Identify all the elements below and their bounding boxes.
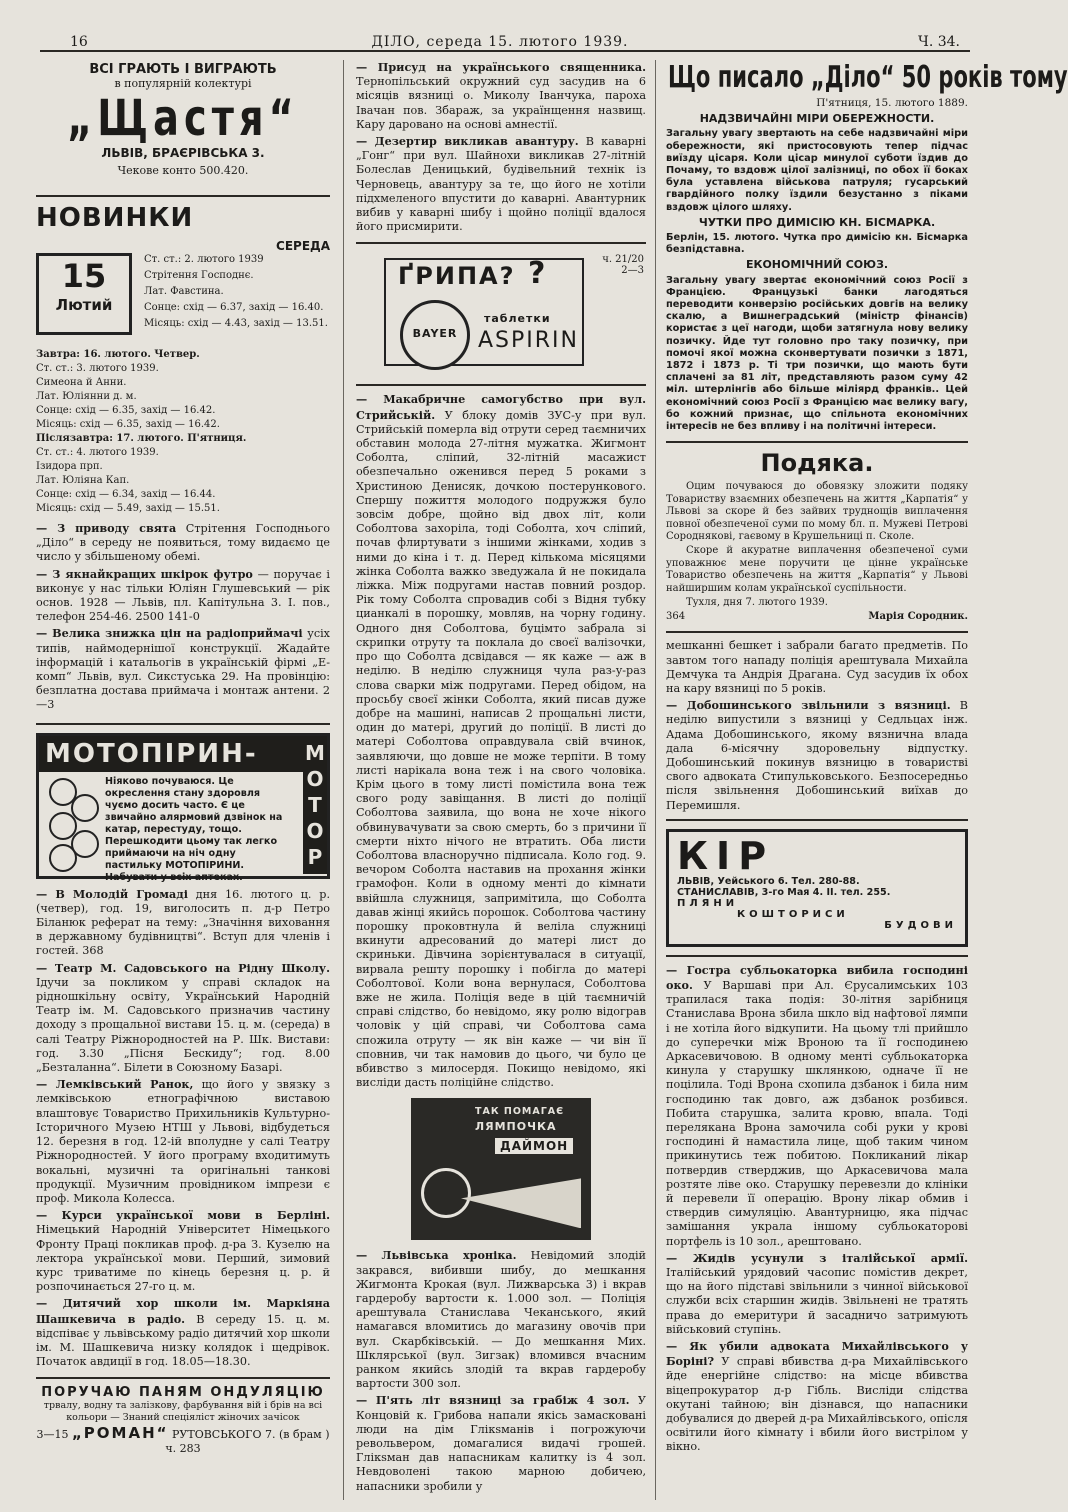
- column-3: [666, 60, 1068, 1500]
- news-headline: — Макабричне самогубство при вул. Стрийській.: [356, 392, 646, 422]
- news-headline: — Присуд на українського священника.: [356, 60, 646, 74]
- news-headline: — Добошинського звільнили з вязниці.: [666, 698, 951, 713]
- calendar-line: Сонце: схід — 6.37, захід — 16.40.: [144, 302, 324, 313]
- news-body: — поручає і виконує у нас тільки Юліян Глушевський — рік основ. 1928 — Львів, пл. Капітульна 3. І. пов., телефон 254-46.: [36, 567, 331, 624]
- ad-address: ЛЬВІВ, БРАЄРІВСЬКА 3.: [101, 146, 265, 160]
- ad-line: КОШТОРИСИ: [737, 908, 849, 920]
- news-body: Італійський урядовий часопис помістив декрет, що на його підставі звільнили з чинної військової служби всіх старшин жидів. Звільнені не тратять права до емеритури й засадничо затримують військовий ступінь.: [666, 1266, 968, 1336]
- page-header: [30, 30, 970, 52]
- news-body: дня 16. лютого ц. р. (четвер), год. 19, виголосить п. д-р Петро Біланюк реферат на тему: „Значіння виховання в державному будівництві“. Вступ для членів і гостей.: [36, 887, 330, 958]
- calendar-weekday: СЕРЕДА: [276, 239, 330, 253]
- ad-address: ЛЬВІВ, Уейського 6. Тел. 280-88.: [677, 875, 860, 887]
- calendar-line: Післязавтра: 17. лютого. П'ятниця.: [36, 433, 247, 444]
- calendar-block: [36, 239, 330, 335]
- signature-text: Марія Сородник.: [868, 611, 968, 623]
- bicycle-icon: [421, 1168, 471, 1218]
- ad-line: ПЛЯНИ: [677, 897, 739, 909]
- calendar-tomorrow: [36, 349, 330, 431]
- ad-address: РУТОВСЬКОГО 7.: [172, 1428, 276, 1442]
- ad-kir: [666, 829, 968, 947]
- news-body: Загальну увагу звертає економічний союз Росії з Францією. Французькі банки лагодяться переводити конверзію російських довгів на велику скалю, а Вишнеградський (міністр фінансів) користає з цеї нагоди, щоби затягнула нову велику позичку. Йде тут головно про таку позичку, при помочі якої можна сконвертувати позички з 1871, 1872 і 1873 р. Ті три позички, що мають бути сплачені за 81 літ, представляють разом суму 42 міл. штерлінгів або більше міліярд франків.. Цей економічний союз Росії з Францією має велику вагу, бо кожний признає, що спільнота економічних інтересів не без впливу і на політичні інтереси.: [666, 274, 968, 433]
- ad-side: МОТОР: [303, 736, 327, 874]
- calendar-line: Ст. ст.: 3. лютого 1939.: [36, 363, 159, 374]
- divider: [666, 819, 968, 821]
- calendar-line: Лат. Юліяна Кап.: [36, 475, 130, 486]
- news-body: У справі вбивства д-ра Михайлівського йде енергійне слідство: на місце вбивства віцепрокуратор д-р Гібль. Висліди слідства окутані тайною; він дізнався, що напасники добувалися до дверей д-ра Михайлівського, опісля освітили його кімнату і вбили його вистрілом у вікно.: [666, 1355, 968, 1454]
- news-body: Невідомий злодій закрався, вибивши шибу, до мешкання Жигмонта Крокая (вул. Лижварська 3) і вкрав гардеробу вартости к. 1.000 зол. — Поліція арештувала Станислава Чеканського, який намагався вломитись до магазину овочів при вул. Скарбківській. — До мешкання Мих. Шклярської (вул. Зигзак) вломився вчасним ранком якийсь злодій та вкрав гардеробу вартости 300 зол.: [356, 1249, 646, 1391]
- divider: [356, 242, 646, 244]
- ad-roman: [36, 1385, 330, 1455]
- calendar-line: Місяць: схід — 4.43, захід — 13.51.: [144, 318, 328, 329]
- calendar-month: Лютий: [55, 296, 113, 314]
- news-item: [36, 521, 330, 713]
- calendar-line: Завтра: 16. лютого. Четвер.: [36, 349, 200, 360]
- news-body: Німецький Народній Університет Німецького Фронту Праці покликав проф. д-ра З. Кузелю на лектора української мови. Перший, зимовий курс триватиме по кінець березня ц. р. й розпочинається 27-го ц. м.: [36, 1223, 330, 1294]
- calendar-line: Лат. Юліянни д. м.: [36, 391, 137, 402]
- news-item: [36, 887, 330, 1370]
- bayer-cross-icon: [400, 300, 470, 370]
- ad-headline: ҐРИПА?: [398, 262, 516, 291]
- news-headline: — Гостра субльокаторка вибила господині око.: [666, 962, 968, 992]
- divider: [36, 723, 330, 725]
- subhead: ЕКОНОМІЧНИЙ СОЮЗ.: [745, 258, 889, 272]
- ad-account: Чекове конто 500.420.: [117, 164, 249, 177]
- calendar-line: Симеона й Анни.: [36, 377, 127, 388]
- ad-line: БУДОВИ: [884, 919, 957, 931]
- column-divider: [343, 60, 344, 1500]
- subhead: ЧУТКИ ПРО ДИМІСІЮ КН. БІСМАРКА.: [698, 215, 936, 229]
- ad-subtitle: таблетки: [484, 312, 551, 326]
- ad-line: ТАК ПОМАГАЄ: [475, 1106, 565, 1118]
- ad-shchastia: [36, 62, 330, 177]
- ad-code: 2—3: [36, 684, 330, 712]
- masthead: ДІЛО, середа 15. лютого 1939.: [371, 34, 629, 50]
- calendar-after: [36, 433, 330, 515]
- ad-brand: МОТОПІРИН-: [39, 736, 327, 772]
- divider: [666, 631, 968, 633]
- calendar-line: Ст. ст.: 4. лютого 1939.: [36, 447, 159, 458]
- calendar-line: Сонце: схід — 6.34, захід — 16.44.: [36, 489, 216, 500]
- ad-code: ч. 21/20: [602, 254, 644, 266]
- news-headline: — Дезертир викликав авантуру.: [356, 134, 579, 149]
- calendar-date-box: [36, 253, 132, 335]
- ad-code: 364: [666, 611, 686, 623]
- news-body: Оцим почуваюся до обовязку зложити подяку Товариству взаємних обезпечень на життя „Карпатія“ у Львові за скоре й без зайвих труднощів виплачення повної обезпеченої суми по мому бл. п. Мужеві Петрові Сороднякові, гаєвому в Крушельниці п. Сколе.: [666, 481, 968, 542]
- news-headline: — З приводу свята: [36, 521, 177, 535]
- calendar-day: 15: [61, 257, 107, 295]
- news-body: Берлін, 15. лютого. Чутка про димісію кн. Бісмарка безпідставна.: [666, 232, 968, 256]
- news-headline: — Львівська хроніка.: [356, 1248, 517, 1263]
- ad-aspirin: [356, 254, 646, 374]
- ad-code: 3—15: [36, 1428, 69, 1442]
- calendar-line: Ізидора прп.: [36, 461, 103, 472]
- header-rule: [40, 50, 970, 52]
- ad-line: трвалу, водну та залізкову, фарбування вій і брів на всі кольори — Знаний спеціяліст жіночих зачісок: [43, 1400, 323, 1424]
- ad-line: ПОРУЧАЮ ПАНЯМ ОНДУЛЯЦІЮ: [41, 1385, 325, 1401]
- calendar-line: Місяць: схід — 6.35, захід — 16.42.: [36, 419, 220, 430]
- ad-address: СТАНИСЛАВІВ, 3-го Мая 4. II. тел. 255.: [677, 886, 891, 898]
- calendar-line: Місяць: схід — 5.49, захід — 15.51.: [36, 503, 220, 514]
- divider: [36, 1377, 330, 1379]
- news-headline: — З якнайкращих шкірок футро: [36, 566, 253, 581]
- subhead: НАДЗВИЧАЙНІ МІРИ ОБЕРЕЖНОСТИ.: [699, 112, 935, 126]
- calendar-line: Стрітення Господнє.: [144, 270, 254, 281]
- news-headline: — Велика знижка цін на радіоприймачі: [36, 626, 303, 641]
- section-title: НОВИНКИ: [36, 203, 194, 233]
- pills-icon: [47, 778, 99, 870]
- ad-code: ч. 283: [165, 1442, 201, 1456]
- news-body: У Варшаві при Ал. Єрусалимських 103 трапилася така подія: 30-літня зарібниця Станислава Врона збила шкло від нафтової лямпи і не хотіла його відкупити. На цьому тлі прийшло до суперечки між Вроною та її господинею Аркасевичовою. В одному менті субльокаторка кинула у старушку шклянкою, одначе її не поцілила. Тоді Врона схопила дзбанок і била ним господиню так довго, аж дзбанок розбився. Побита старушка, залита кровю, впала. Тоді перелякана Врона замочила собі руки у крові господині й намастила лице, щоб таким чином прикинутись теж побитою. Покликаний лікар потвердив стверджив, що Аркасевичова мала розтяте ліве око. Старушку перевезли до клініки й перевели її операцію. Врону лікар обмив і ствердив симуляцію. Авантурницю, яка підчас замішання украла іншому субльокаторові портфель із 10 зол., арештовано.: [666, 978, 968, 1248]
- news-headline: — Жидів усунули з італійської армії.: [666, 1250, 968, 1265]
- news-body: Загальну увагу звертають на себе надзвичайні міри обережности, які пристосовують тепер підчас виїзду цісаря. Коли цісар минулої суботи їздив до Почаму, то вздовж цілої залізниці, по обох її боках була уставлена військова патруля; гусарський гвардійного полку їздили безустанно з піками вздовж цілого шляху.: [666, 128, 968, 213]
- news-body: Ідучи за покликом у справі складок на рідношкільну освіту, Український Народній Театр ім. М. Садовського призначив частину доходу з прощальної вистави 15. ц. м. (середа) в салі Театру Ріжнородностей на Р. Шк. Вистави: год. 3.30 „Пісня Бескиду“; год. 8.00 „Безталанна“. Білети в Союзному Базарі.: [36, 975, 330, 1075]
- news-body: мешканні бешкет і забрали багато предметів. По завтом того нападу поліція арештувала Михайла Демчука та Андрія Драгана. Суд засудив їх обох на кару вязниці по 5 років.: [666, 639, 968, 695]
- news-headline: — Театр М. Садовського на Рідну Школу.: [36, 960, 330, 975]
- divider: [666, 441, 968, 443]
- ad-motopirin: [36, 733, 330, 883]
- news-body: У блоку домів ЗУС-у при вул. Стрийській померла від отрути серед таємничих обставин молода 27-літня мужатка. Жигмонт Соболта, сліпий, 32-літній масажист обезпечально оженився перед 5 роками з Христиною Денисяк, дочкою постерункового. Спершу пожиття молодого подружжя було зовсім добре, щойно від двох літ, коли Соболтова захоріла, тоді Соболта, хоч сліпий, почав флиртувати з іншими жінками, ходив з ними до кіна і т. д. Перед кількома місяцями жінка Соболта важко зведужала й не покидала ліжка. Між подругами настав повний роздор. Рік тому Соболта спровадив собі з Відня тубку цианкалі в порошку, мовляв, на чорну годину. Одного дня Соболтова, буцімто забрала зі скрипки отруту та поклала до своєї валізочки, про що Соболта дсвідався — як каже — аж в неділю. В неділю служниця чула раз-у-раз слова сварки між подругами. Перед обідом, на просьбу своєї жінки Соболта, який писав дуже добре на машині, написав 2 прощальні листи, один до матері, другий до поліції. В листі до матері Соболтова оправдувала свій вчинок, заявляючи, що довше не може терпіти. В тому листі нарікала вона теж і на свого чоловіка. Крім цього в тому листі помістила вона теж свого роду завіщання. В листі до поліції Соболтова заявила, що вона не хоче нікого обвинувачувати за свою смерть, бо з причини її смерти ніхто нічого не втратить. Оба листи Соболтова власноручно підписала. Коло год. 9. вечором Соболта наставив на прохання жінки грамофон. Коли в одному менті до кімнати ввійшла служниця, запримітила, що Соболта давав жінці якийсь порошок. Соболтова частину порошку проковтнула й веліла служниці вкинути адресований до матері лист до скриньки. Дівчина зорієнтувалася в ситуації, вирвала решту порошку і побігла до матері Соболтової. Коли вона вернулася, Соболтова вже не жила. Поліція веде в цій таємничій справі слідство, бо невідомо, яку ролю відограв чоловік у цій справі, чи Соболтова сама спожила отруту — як він каже — чи він її сповнив, чи так намовив до цього, чи було це вбивство з милосердя. Покищо невідомо, які висліди дасть поліційне слідство.: [356, 408, 646, 1090]
- column-2: [356, 60, 646, 1500]
- section-title: Що писало „Діло“ 50 років тому: [668, 60, 1068, 95]
- ad-mark: ?: [528, 256, 546, 292]
- page-number: 16: [70, 34, 88, 50]
- calendar-line: Сонце: схід — 6.35, захід — 16.42.: [36, 405, 216, 416]
- section-date: П'ятниця, 15. лютого 1889.: [816, 97, 968, 109]
- news-body: що його у звязку з лемківською етнографічною виставою влаштовує Товариство Прихильників Культурно-Історичного Музею НТШ у Львові, відбудеться 12. березня в год. 12-ій вполудне у салі Театру Ріжнородностей. У його програму входитимуть вокальні, музичні та оригінальні танкові продукції. Музичним провідником імпрези є проф. Микола Колесса.: [36, 1078, 330, 1205]
- ad-code: 2500 141-0: [135, 610, 200, 624]
- column-divider: [655, 60, 656, 1500]
- divider: [356, 384, 646, 386]
- news-body: У Концовій к. Грибова напали якісь замасковані люди на дім Глікsманів і погрожуючи револьвером, домагалися видачі грошей. Глікsман дав напасникам калитку із 4 зол. Невдоволені такою марною добичею, напасники зробили у: [356, 1394, 646, 1493]
- calendar-line: Ст. ст.: 2. лютого 1939: [144, 254, 264, 265]
- section-title: Подяка.: [760, 449, 874, 478]
- ad-text: Ніяково почуваюся. Це окреслення стану здоровля чуємо досить часто. Є це звичайно алярмовий дзвінок на катар, перестуду, тощо. Перешкодити цьому так легко приймаючи на ніч одну пастильку МОТОПІРИНИ. Набувати у всіх аптеках.: [105, 775, 283, 883]
- news-headline: — Лемківський Ранок,: [36, 1077, 194, 1092]
- news-body: Тухля, дня 7. лютого 1939.: [686, 596, 828, 608]
- ad-brand: ASPIRIN: [478, 328, 580, 354]
- news-headline: — В Молодій Громаді: [36, 886, 188, 901]
- news-body: В каварні „Гонг“ при вул. Шайнохи викликав 27-літній Болеслав Деницький, будівельний технік із Черновець, авантуру за те, що його не хотіли підхмеленого впустити до каварні. Авантурник вибив у каварні шибу і щойно поліції вдалося його присмирити.: [356, 135, 646, 234]
- ad-code: 368: [82, 944, 104, 958]
- ad-brand: „Щастя“: [67, 89, 299, 147]
- column-1: [36, 60, 330, 1500]
- news-body: усіх типів, наймодернішої конструкції. Жадайте інформацій і катальогів в українській фірмі „Е-комп“ Львів, вул. Сикстуська 29. На провінцію: безплатна достава приймача і монтаж антени.: [36, 627, 330, 698]
- divider: [666, 955, 968, 957]
- ad-brand: КІР: [677, 833, 775, 878]
- ad-line: ВСІ ГРАЮТЬ І ВИГРАЮТЬ: [89, 62, 277, 77]
- news-body: В середу 15. ц. м. відспіває у львівському радіо дитячий хор школи ім. М. Шашкевича низку колядок і щедрівок. Початок авдиції в год. 18.05—18.30.: [36, 1312, 330, 1369]
- issue-number: Ч. 34.: [918, 34, 960, 50]
- ad-line: ЛЯМПОЧКА: [475, 1120, 557, 1134]
- lamp-beam-icon: [461, 1178, 581, 1228]
- news-headline: — Курси української мови в Берліні.: [36, 1208, 330, 1223]
- ad-address: (в брам ): [278, 1428, 330, 1442]
- divider: [36, 195, 330, 197]
- ad-brand: „РОМАН“: [71, 1424, 169, 1443]
- ad-brand: ДАЙМОН: [495, 1138, 573, 1154]
- bayer-logo-text: BAYER: [412, 327, 458, 341]
- news-headline: — Дитячий хор школи ім. Маркіяна Шашкевича в радіо.: [36, 1296, 330, 1326]
- ad-line: в популярній колектурі: [114, 77, 252, 90]
- news-body: Стрітення Господнього „Діло“ в середу не появиться, тому видаємо це число у збільшеному обемі.: [36, 522, 330, 564]
- news-headline: — П'ять літ вязниці за грабіж 4 зол.: [356, 1393, 630, 1408]
- news-body: Скоре й акуратне виплачення обезпеченої суми уповажнює мене поручити це цінне українське Товариство обезпечень на життя „Карпатія“ у Львові найширшим колам української суспільности.: [666, 545, 968, 594]
- ad-code: 2—3: [621, 265, 644, 277]
- news-headline: — Як убили адвоката Михайлівського у Боріні?: [666, 1339, 968, 1369]
- calendar-line: Лат. Фавстина.: [144, 286, 224, 297]
- ad-daimon: [411, 1098, 591, 1240]
- news-body: Тернопільський окружний суд засудив на 6 місяців вязниці о. Миколу Іванчука, пароха Івачан пов. Збараж, за українщення назвищ. Кару даровано на основі амнестії.: [356, 75, 646, 131]
- news-body: В неділю випустили з вязниці у Седльцах інж. Адама Добошинського, якому вязнична влада дала 6-місячну здоровельну відпустку. Добошинський покинув вязницю в товаристві свого адвоката Стипульковського. Безпосередньо після звільнення Добошинський виїхав до Перемишля.: [666, 699, 968, 812]
